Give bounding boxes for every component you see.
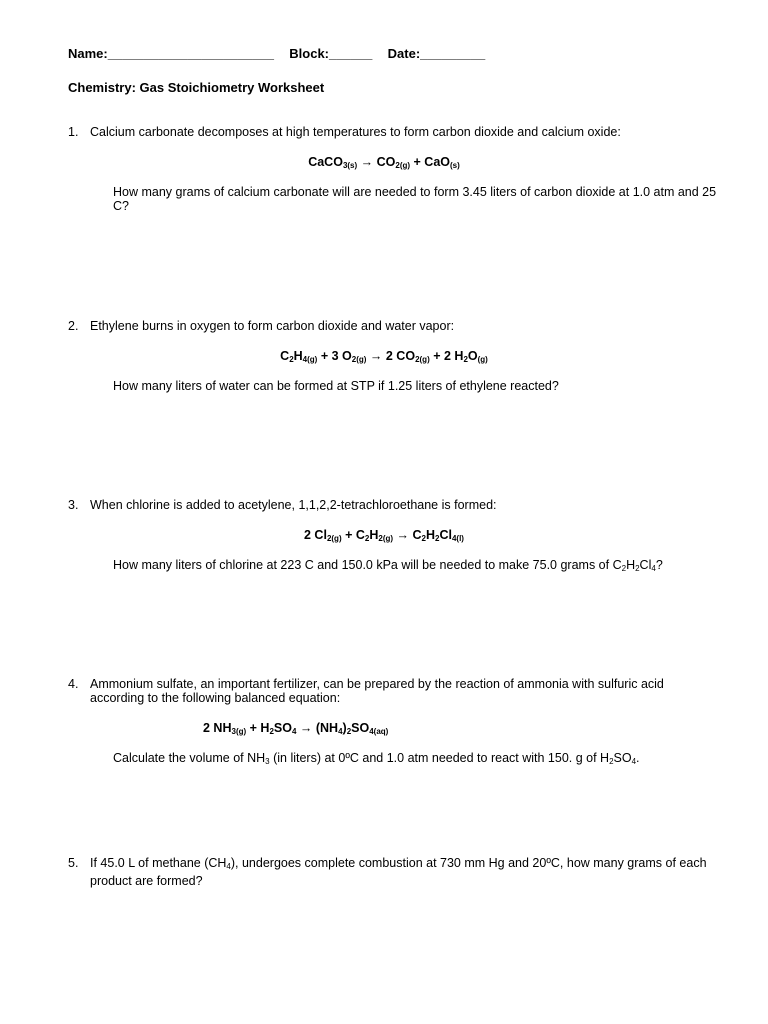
- question-3-equation: 2 $Cl_{2(g)} + C_2H_{2(g)} \to C_2H_2Cl_{4(l)}$: [304, 528, 464, 543]
- date-field-label: Date:_________: [387, 46, 486, 61]
- header-line: [68, 46, 485, 61]
- question-5-text: If 45.0 L of methane (CH4), undergoes complete combustion at 730 mm Hg and 20ºC, how many grams of each product are formed?: [90, 856, 707, 888]
- question-5-number: 5.: [68, 856, 79, 870]
- question-2-text: Ethylene burns in oxygen to form carbon dioxide and water vapor:: [90, 319, 455, 333]
- question-4-text: Ammonium sulfate, an important fertilizer, can be prepared by the reaction of ammonia with sulfuric acid according to the following balanced equation:: [90, 677, 664, 705]
- block-field-label: Block:______: [289, 46, 373, 61]
- question-1-number: 1.: [68, 125, 79, 139]
- question-4-number: 4.: [68, 677, 79, 691]
- question-1-equation: CaCO$_{3(s)}$ → $CO_{2(g)} + CaO_{(s)}$: [308, 155, 460, 170]
- question-2-ask: How many liters of water can be formed at STP if 1.25 liters of ethylene reacted?: [113, 379, 559, 393]
- worksheet-title: Chemistry: Gas Stoichiometry Worksheet: [68, 80, 325, 95]
- question-2-equation: $C_2H_{4(g)} + 3$ $O_{2(g)} \to 2$ $CO_{2(g)} + 2$ $H_2O_{(g)}$: [280, 349, 488, 364]
- question-2-number: 2.: [68, 319, 79, 333]
- name-field-label: Name:_______________________: [68, 46, 275, 61]
- question-3-ask: How many liters of chlorine at 223 C and 150.0 kPa will be needed to make 75.0 grams of C2H2Cl4?: [113, 558, 663, 573]
- question-4-equation: 2 $NH_{3(g)} + H_2SO_4 \to (NH_4)_2SO_{4(aq)}$: [203, 721, 389, 736]
- question-1-text: Calcium carbonate decomposes at high temperatures to form carbon dioxide and calcium oxide:: [90, 125, 621, 139]
- question-3-number: 3.: [68, 498, 79, 512]
- question-4-ask: Calculate the volume of NH3 (in liters) at 0ºC and 1.0 atm needed to react with 150. g of H2SO4.: [113, 751, 640, 766]
- question-1-ask: How many grams of calcium carbonate will are needed to form 3.45 liters of carbon dioxide at 1.0 atm and 25 C?: [113, 185, 717, 213]
- question-3-text: When chlorine is added to acetylene, 1,1,2,2-tetrachloroethane is formed:: [90, 498, 497, 512]
